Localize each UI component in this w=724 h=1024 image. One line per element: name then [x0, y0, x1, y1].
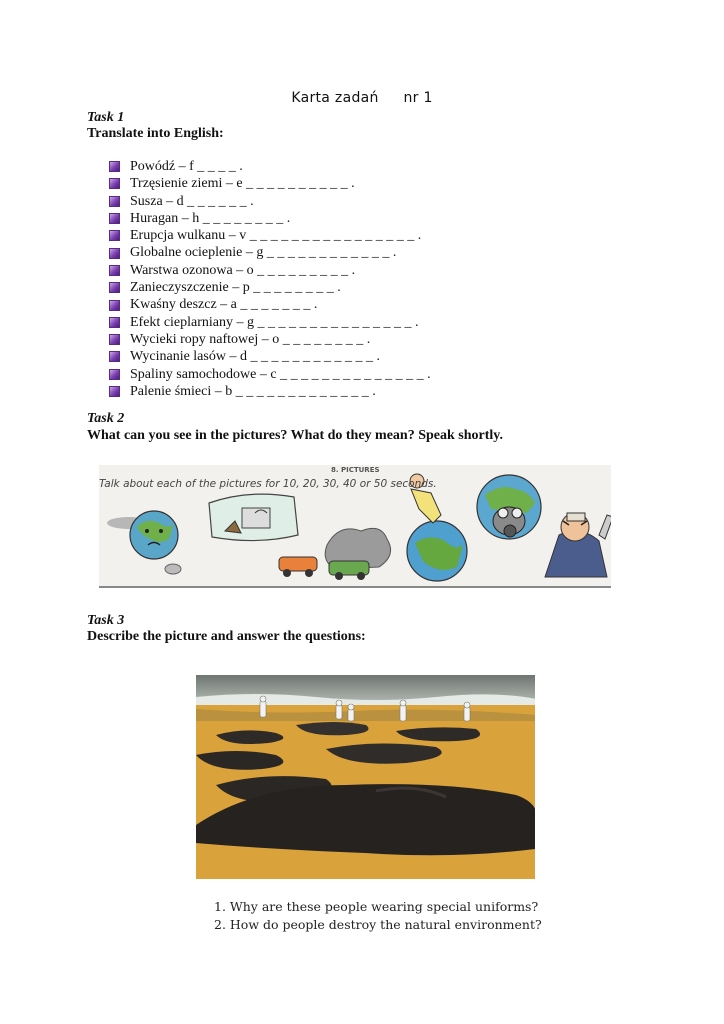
task2-instruction: What can you see in the pictures? What do they mean? Speak shortly.	[87, 428, 504, 443]
person-on-earth-icon	[407, 474, 467, 581]
bullet-icon	[109, 369, 120, 380]
businessman-icon	[545, 513, 611, 577]
task2-heading: Task 2	[87, 411, 125, 426]
list-item: Trzęsienie ziemi – e _ _ _ _ _ _ _ _ _ _ .	[109, 175, 431, 192]
bullet-icon	[109, 248, 120, 259]
bullet-icon	[109, 178, 120, 189]
bullet-icon	[109, 213, 120, 224]
crying-earth-icon	[107, 511, 181, 574]
list-item: Warstwa ozonowa – o _ _ _ _ _ _ _ _ _ .	[109, 262, 431, 279]
list-item: Wycieki ropy naftowej – o _ _ _ _ _ _ _ _ .	[109, 331, 431, 348]
list-item: Globalne ocieplenie – g _ _ _ _ _ _ _ _ _ _ _ _ .	[109, 244, 431, 261]
title-text: Karta zadań	[291, 90, 379, 106]
oil-spill-photo	[196, 675, 535, 879]
title-number: nr 1	[403, 90, 433, 106]
list-item: Palenie śmieci – b _ _ _ _ _ _ _ _ _ _ _ _ _ .	[109, 383, 431, 400]
list-item: Susza – d _ _ _ _ _ _ .	[109, 193, 431, 210]
bullet-icon	[109, 230, 120, 241]
bullet-icon	[109, 334, 120, 345]
bullet-icon	[109, 351, 120, 362]
list-item: Efekt cieplarniany – g _ _ _ _ _ _ _ _ _ _ _ _ _ _ _ .	[109, 314, 431, 331]
list-item: Spaliny samochodowe – c _ _ _ _ _ _ _ _ _ _ _ _ _ _ .	[109, 366, 431, 383]
page-title	[0, 90, 724, 106]
list-item: Zanieczyszczenie – p _ _ _ _ _ _ _ _ .	[109, 279, 431, 296]
list-item: Wycinanie lasów – d _ _ _ _ _ _ _ _ _ _ _ _ .	[109, 348, 431, 365]
list-item: 2. How do people destroy the natural environment?	[214, 917, 542, 932]
question-list	[214, 898, 542, 934]
list-item: Kwaśny deszcz – a _ _ _ _ _ _ _ .	[109, 296, 431, 313]
bullet-icon	[109, 300, 120, 311]
figure-section-label: 8. PICTURES	[331, 466, 380, 474]
bullet-icon	[109, 282, 120, 293]
task3-heading: Task 3	[87, 613, 125, 628]
task3-instruction: Describe the picture and answer the questions:	[87, 629, 366, 644]
list-item: Huragan – h _ _ _ _ _ _ _ _ .	[109, 210, 431, 227]
bullet-icon	[109, 161, 120, 172]
list-item: 1. Why are these people wearing special uniforms?	[214, 899, 539, 914]
list-item: Powódź – f _ _ _ _ .	[109, 158, 431, 175]
bullet-icon	[109, 196, 120, 207]
gas-mask-earth-icon	[477, 475, 541, 539]
oil-spill-scene	[196, 675, 535, 879]
list-item: Erupcja wulkanu – v _ _ _ _ _ _ _ _ _ _ _ _ _ _ _ _ .	[109, 227, 431, 244]
bullet-icon	[109, 317, 120, 328]
task1-heading: Task 1	[87, 110, 125, 125]
task1-instruction: Translate into English:	[87, 126, 224, 141]
figure-caption: Talk about each of the pictures for 10, 20, 30, 40 or 50 seconds.	[99, 478, 437, 490]
bullet-icon	[109, 265, 120, 276]
polluted-sea-icon	[209, 494, 298, 540]
bullet-icon	[109, 386, 120, 397]
translation-list	[109, 158, 431, 400]
